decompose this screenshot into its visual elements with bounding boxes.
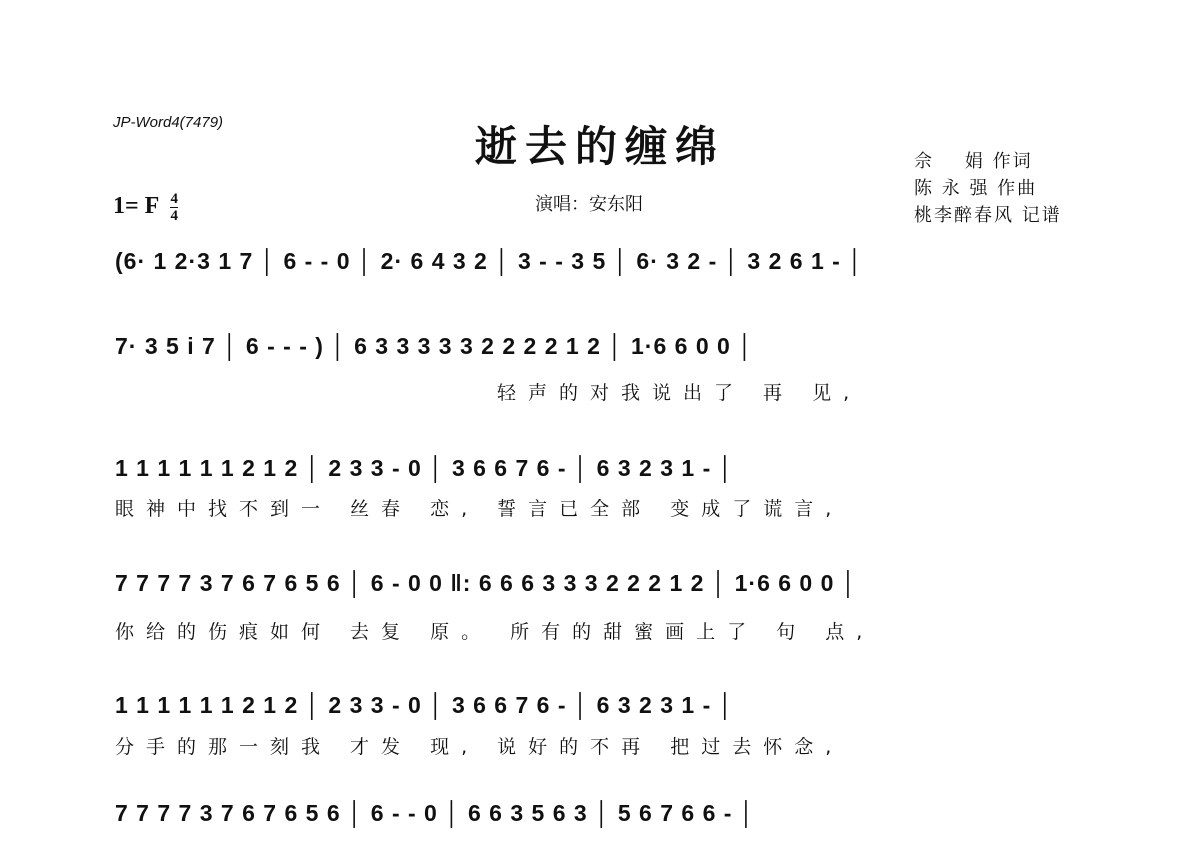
- transcriber-credit: 桃李醉春风 记谱: [914, 205, 1062, 226]
- score-line: [115, 570, 1090, 610]
- notes: 7· 3 5 i 7 │ 6 - - - ) │ 6 3 3 3 3 3 2 2 2 2 1 2 │ 1·6 6 0 0 │: [115, 333, 754, 359]
- score-line: [115, 800, 1090, 840]
- score-line: [115, 455, 1090, 495]
- score-line: [115, 333, 1090, 373]
- lyrics: 分手的那一刻我 才发 现, 说好的不再 把过去怀念,: [115, 736, 844, 758]
- time-signature: [170, 192, 178, 223]
- notes: 1 1 1 1 1 1 2 1 2 │ 2 3 3 - 0 │ 3 6 6 7 6 - │ 6 3 2 3 1 - │: [115, 692, 734, 718]
- source-label: JP-Word4(7479): [113, 114, 224, 131]
- key-label: 1= F: [113, 193, 159, 220]
- time-bottom: 4: [170, 208, 178, 224]
- notes: 7 7 7 7 3 7 6 7 6 5 6 │ 6 - 0 0 ‖: 6 6 6 3 3 3 2 2 2 1 2 │ 1·6 6 0 0 │: [115, 570, 858, 596]
- lyrics: 你给的伤痕如何 去复 原。 所有的甜蜜画上了 句 点,: [115, 621, 875, 643]
- song-title: 逝去的缠绵: [474, 122, 725, 171]
- notes: 1 1 1 1 1 1 2 1 2 │ 2 3 3 - 0 │ 3 6 6 7 6 - │ 6 3 2 3 1 - │: [115, 455, 734, 481]
- lyrics: 眼神中找不到一 丝春 恋, 誓言已全部 变成了谎言,: [115, 498, 844, 520]
- credits: [914, 148, 1062, 229]
- singer-label: 演唱：安东阳: [535, 194, 643, 215]
- notes: 7 7 7 7 3 7 6 7 6 5 6 │ 6 - - 0 │ 6 6 3 5 6 3 │ 5 6 7 6 6 - │: [115, 800, 756, 826]
- lyricist-credit: 佘 娟 作词: [914, 151, 1033, 172]
- score-line: [115, 692, 1090, 732]
- key-signature: [113, 192, 178, 223]
- notes: (6· 1 2·3 1 7 │ 6 - - 0 │ 2· 6 4 3 2 │ 3 - - 3 5 │ 6· 3 2 - │ 3 2 6 1 - │: [115, 248, 864, 274]
- lyrics: 轻声的对我说出了 再 见,: [497, 382, 862, 404]
- composer-credit: 陈 永 强 作曲: [914, 178, 1038, 199]
- score-line: [115, 248, 1090, 288]
- time-top: 4: [170, 191, 178, 207]
